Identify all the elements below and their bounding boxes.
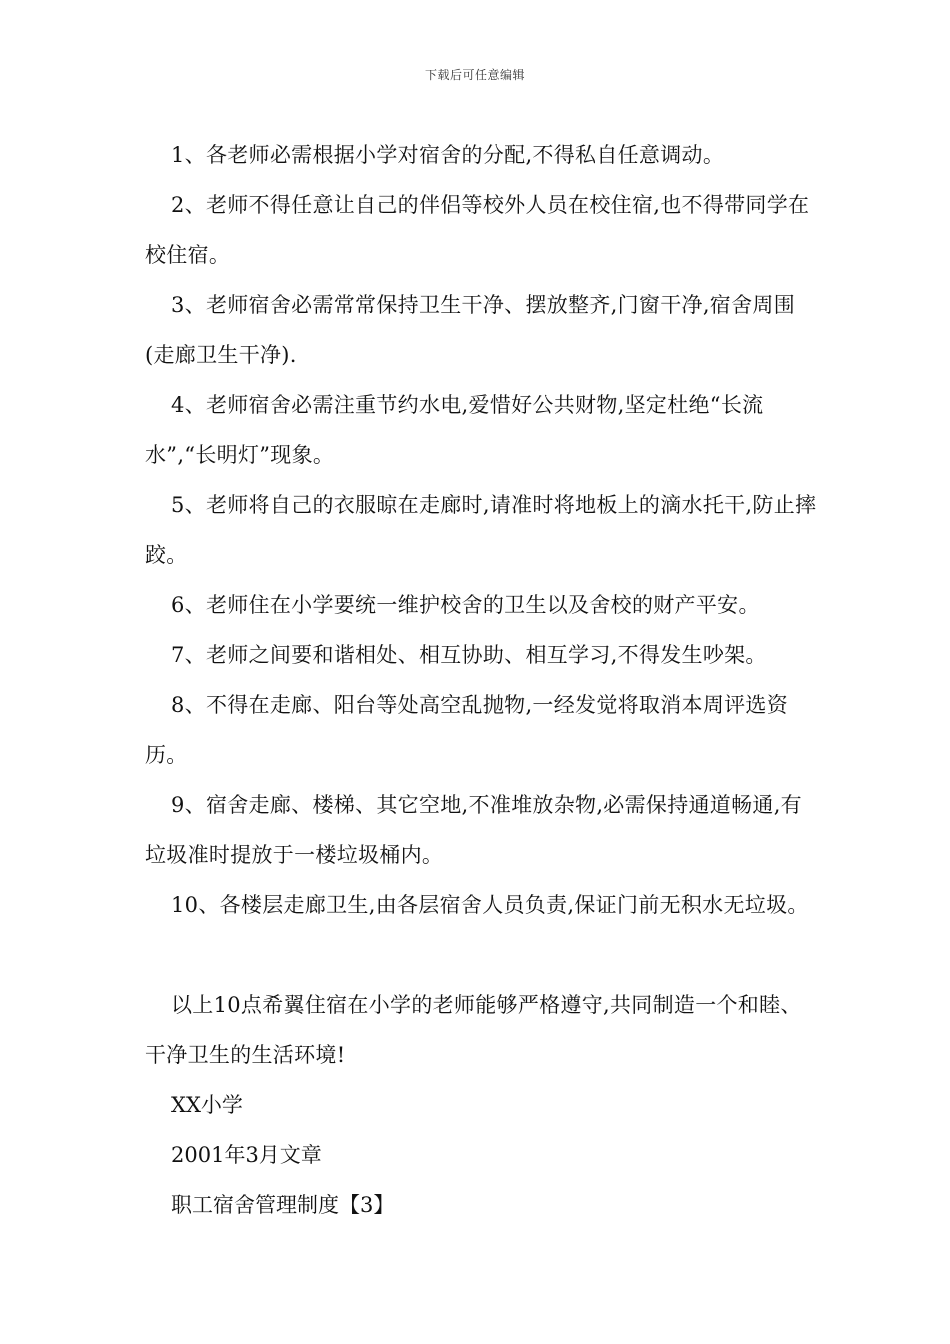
document-date: 2001年3月文章 bbox=[171, 1143, 322, 1167]
rule-item-5: 5、老师将自己的衣服晾在走廊时,请准时将地板上的滴水托干,防止摔跤。 bbox=[145, 493, 817, 567]
paragraph-gap bbox=[145, 930, 817, 980]
rule-item-8: 8、不得在走廊、阳台等处高空乱抛物,一经发觉将取消本周评选资历。 bbox=[145, 693, 789, 767]
header-note: 下载后可任意编辑 bbox=[424, 68, 525, 82]
rule-item-3: 3、老师宿舍必需常常保持卫生干净、摆放整齐,门窗干净,宿舍周围(走廊卫生干净). bbox=[145, 293, 796, 367]
rule-item-10: 10、各楼层走廊卫生,由各层宿舍人员负责,保证门前无积水无垃圾。 bbox=[171, 893, 809, 917]
rule-item-4: 4、老师宿舍必需注重节约水电,爱惜好公共财物,坚定杜绝“长流水”,“长明灯”现象。 bbox=[145, 393, 764, 467]
school-name: XX小学 bbox=[171, 1093, 243, 1117]
rule-item-9: 9、宿舍走廊、楼梯、其它空地,不准堆放杂物,必需保持通道畅通,有垃圾准时提放于一楼垃圾桶内。 bbox=[145, 793, 802, 867]
rule-item-7: 7、老师之间要和谐相处、相互协助、相互学习,不得发生吵架。 bbox=[171, 643, 767, 667]
closing-statement: 以上10点希翼住宿在小学的老师能够严格遵守,共同制造一个和睦、干净卫生的生活环境! bbox=[145, 993, 802, 1067]
rule-item-2: 2、老师不得任意让自己的伴侣等校外人员在校住宿,也不得带同学在校住宿。 bbox=[145, 193, 810, 267]
rule-item-1: 1、各老师必需根据小学对宿舍的分配,不得私自任意调动。 bbox=[171, 143, 725, 167]
document-body bbox=[145, 130, 817, 1230]
rule-item-6: 6、老师住在小学要统一维护校舍的卫生以及舍校的财产平安。 bbox=[171, 593, 760, 617]
next-section-title: 职工宿舍管理制度【3】 bbox=[171, 1193, 395, 1217]
